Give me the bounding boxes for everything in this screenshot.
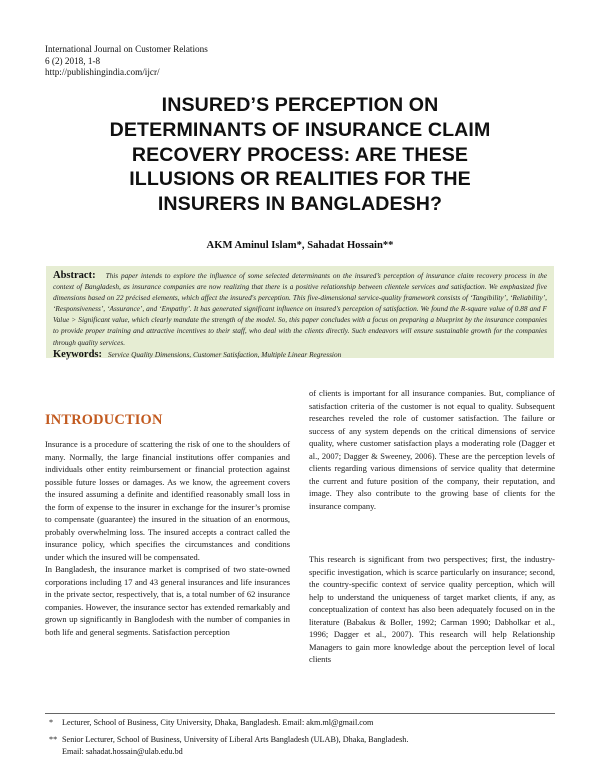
footnote-text: Senior Lecturer, School of Business, University of Liberal Arts Bangladesh (ULAB), Dhaka, Bangladesh. (62, 735, 409, 744)
author-list: AKM Aminul Islam*, Sahadat Hossain** (206, 240, 394, 251)
abstract-label: Abstract: (53, 270, 96, 281)
journal-issue: 6 (2) 2018, 1-8 (45, 55, 101, 66)
journal-url[interactable]: http://publishingindia.com/ijcr/ (45, 67, 160, 77)
journal-name: International Journal on Customer Relations (45, 44, 208, 54)
title-line: RECOVERY PROCESS: ARE THESE (131, 143, 469, 166)
body-paragraph: In Bangladesh, the insurance market is comprised of two state-owned corporations including 17 and 43 general insurances and life insurances in the private sector, respectively, that is, a total number of 62 insurance companies. However, the insurance sector has extended remarkably and grown up significantly in Banglodesh with the number of companies in both life and general segments. Satisfaction perception (45, 564, 290, 637)
title-line: INSURERS IN BANGLADESH? (157, 193, 443, 216)
title-line: DETERMINANTS OF INSURANCE CLAIM (109, 118, 491, 141)
keywords-text: Service Quality Dimensions, Customer Satisfaction, Multiple Linear Regression (107, 349, 342, 359)
section-heading-introduction: INTRODUCTION (45, 412, 163, 428)
body-paragraph: Insurance is a procedure of scattering the risk of one to the shoulders of many. Normally, the large financial institutions offer companies and individuals other entity reimbursement or financial protection against possible future losses or damages. As we know, the agreement covers the insured assuming a definite and identified reasonably small loss in the form of expense to the insurer in exchange for the insurer’s promise to compensate (guarantee) the insured in the situation of an enormous, probably overwhelming loss. The insured accepts a contract called the insurance policy, which specifies the circumstances and conditions under which the insured will be compensated. (45, 439, 290, 562)
title-line: INSURED’S PERCEPTION ON (161, 94, 439, 116)
abstract-paragraph (53, 270, 547, 348)
footnote-text: Lecturer, School of Business, City University, Dhaka, Bangladesh. Email: akm.ml@gmail.com (62, 718, 374, 727)
body-paragraph: of clients is important for all insurance companies. But, compliance of satisfaction criteria of the customer is not equal to quality. Subsequent researches reveled the role of customer satisfaction. The failure or success of any system depends on the critical dimensions of service quality, where customer satisfaction plays a moderating role (Dagger et al., 2007; Dagger & Sweeney, 2006). These are the perception levels of clients regarding various dimensions of service quality that determine the current and future position of the company, their reputation, and image. They also contribute to the growing base of clients for the insurance company. (309, 388, 555, 511)
journal-header (45, 44, 208, 79)
keywords-label: Keywords: (53, 348, 102, 360)
keywords-line (53, 349, 547, 360)
paper-title (40, 93, 560, 217)
footnote-author-2 (45, 734, 555, 757)
abstract-text: This paper intends to explore the influence of some selected determinants on the insured’s perception of insurance claim recovery process in the context of Bangladesh, as insurance companies are now realizing that there is a positive relationship between clientele services and satisfaction. We emphasized five dimensions based on 22 précised elements, which affect the insured's perception. This five-dimensional service-quality framework consists of ‘Tangibility’, ‘Reliability’, ‘Responsiveness’, ‘Assurance’, and ‘Empathy’. It has generated significant influence on insured's perception of satisfaction. We found the R-square value of 0.88 and F Value > Significant value, which clearly mandate the strength of the model. So, this paper concludes with a focus on preparing a blueprint by the insurance companies to provide proper training and attractive incentives to their staff, who deal with the clients directly. Such endeavors will ensure sustainable growth for the companies through quality services. (53, 271, 547, 347)
body-paragraph: This research is significant from two perspectives; first, the industry-specific investigation, which is scarce particularly on insurance; second, the country-specific context of service quality perception, which will help to understand the uniqueness of target market clients, if any, as conceptualization of context has also been adequately focused on in the literature (Babakus & Boller, 1992; Carman 1990; Dabholkar et al., 1996; Dagger et al., 2007). This research will help Relationship Managers to gain more knowledge about the perception level of local clients (309, 554, 555, 665)
footnote-author-1 (45, 717, 555, 729)
abstract-box (46, 266, 554, 358)
footnote-email: Email: sahadat.hossain@ulab.edu.bd (62, 746, 183, 756)
footnote-mark: * (49, 718, 54, 727)
footnote-divider (45, 713, 555, 714)
title-line: ILLUSIONS OR REALITIES FOR THE (129, 168, 471, 191)
footnote-mark: ** (49, 735, 58, 744)
